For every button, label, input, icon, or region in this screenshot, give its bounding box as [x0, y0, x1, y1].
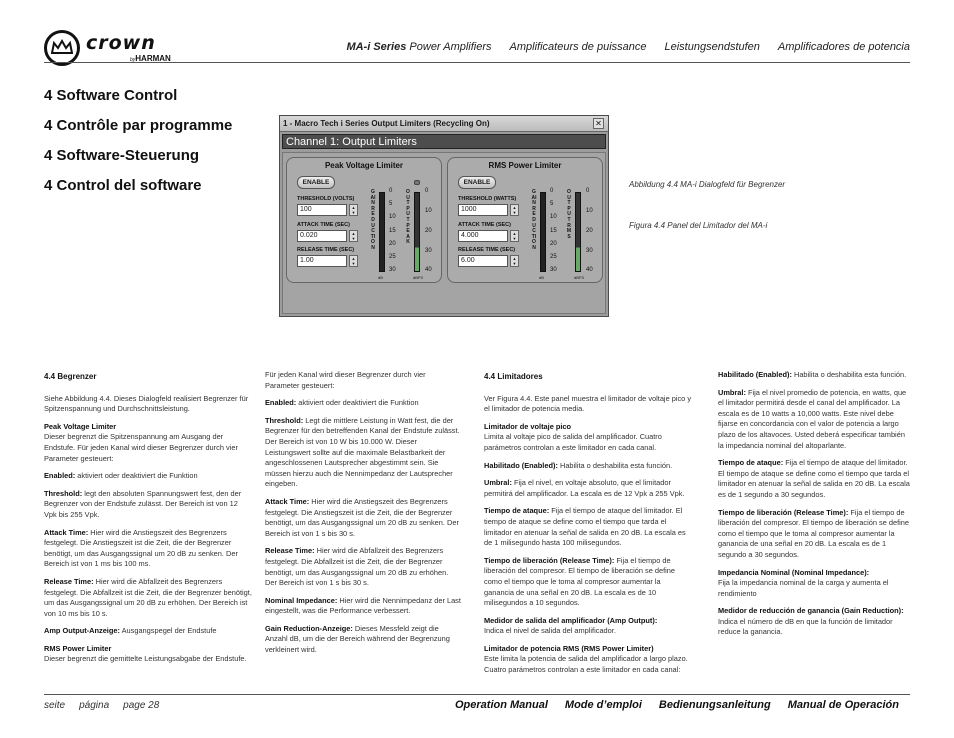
- output-peak-scale: 0 10 20 30 40: [425, 188, 432, 273]
- crown-logo: [44, 30, 194, 70]
- paragraph: Attack Time: Hier wird die Anstiegszeit des Begrenzers festgelegt. Die Anstiegszeit ist die Zeit, die der Begrenzer benötigt, um das Ausgangssignal um 20 dB zu senken. Der Bereich ist von 1 s bis 30 s.: [265, 496, 459, 538]
- title-fr: 4 Contrôle par programme: [44, 117, 233, 134]
- paragraph: Umbral: Fija el nivel promedio de potencia, en watts, que el limitador permitirá desde el canal del amplificador. La escala es de 10 watts a 10,000 watts. Este nivel debe fijarse en concordancia con el valor de potencia a largo plazo de los altavoces. Usted deberá especificar también la impedancia nominal del altoparlante.: [718, 387, 907, 450]
- column-es-2: [718, 370, 910, 645]
- rms-power-panel: [447, 157, 603, 283]
- threshold-label: THRESHOLD (VOLTS): [297, 196, 355, 202]
- paragraph: Gain Reduction-Anzeige: Dieses Messfeld zeigt die Anzahl dB, um die der Bereich während der Begrenzung verkleinert wird.: [265, 623, 450, 655]
- header-title-fr: Amplificateurs de puissance: [509, 41, 647, 53]
- paragraph: Medidor de salida del amplificador (Amp Output): Indica el nivel de salida del amplificador.: [484, 615, 658, 636]
- footer-divider: [44, 694, 910, 695]
- attack-label: ATTACK TIME (SEC): [297, 222, 350, 228]
- output-peak-label: OUTPUT PEAK: [406, 189, 410, 246]
- paragraph: Tiempo de ataque: Fija el tiempo de ataque del limitador. El tiempo de ataque se define como el tiempo que tarda el limitador en atenuar la señal de salida en 20 dB. La escala es de 1 milisegundo hasta 100 milisegundos.: [484, 506, 686, 548]
- title-de: 4 Software-Steuerung: [44, 147, 200, 164]
- paragraph: Peak Voltage Limiter Dieser begrenzt die Spitzenspannung am Ausgang der Endstufe. Für jeden Kanal wird dieser Begrenzer durch vier Parameter gesteuert:: [44, 421, 238, 463]
- release-field[interactable]: 1.00: [297, 255, 347, 267]
- output-scale-unit: dBFS: [413, 275, 424, 280]
- paragraph: Release Time: Hier wird die Abfallzeit des Begrenzers festgelegt. Die Abfallzeit ist die Zeit, die der Begrenzer benötigt, um das Ausgangssignal um 20 dB zu erhöhen. Der Bereich ist von 10 ms bis 10 s.: [44, 576, 252, 618]
- paragraph: Tiempo de ataque: Fija el tiempo de ataque del limitador. El tiempo de ataque se define como el tiempo que tarda el limitador en atenuar la señal de salida en 20 dB. La escala es de 1 segundo a 30 segundos.: [718, 458, 910, 499]
- clip-led: [414, 180, 420, 185]
- section-titles: [44, 86, 264, 206]
- paragraph: Impedancia Nominal (Nominal Impedance): Fija la impedancia nominal de la carga y aumenta el rendimiento: [718, 567, 889, 598]
- paragraph: Für jeden Kanal wird dieser Begrenzer durch vier Parameter gesteuert:: [265, 370, 426, 390]
- threshold-spinner[interactable]: ▲ ▼: [510, 204, 519, 216]
- paragraph: Tiempo de liberación (Release Time): Fija el tiempo de liberación del compresor. El tiempo de liberación se define como el tiempo que le toma al compresor aumentar la ganancia de una señal en 20 dB. La escala es de 10 milisegundos a 10 segundos.: [484, 555, 676, 608]
- attack-spinner[interactable]: ▲ ▼: [349, 230, 358, 242]
- output-peak-meter: [414, 192, 420, 272]
- gain-reduction-label: GAIN REDUCTION: [370, 189, 376, 251]
- manual-title-de: Bedienungsanleitung: [658, 699, 771, 711]
- peak-voltage-panel: [286, 157, 442, 283]
- threshold-label: THRESHOLD (WATTS): [458, 196, 517, 202]
- attack-field[interactable]: 4.000: [458, 230, 508, 242]
- page-label-en: page 28: [123, 700, 160, 711]
- attack-spinner[interactable]: ▲ ▼: [510, 230, 519, 242]
- gain-reduction-label: GAIN REDUCTION: [531, 189, 537, 251]
- panel-title: Peak Voltage Limiter: [324, 161, 404, 170]
- close-icon[interactable]: ✕: [593, 118, 604, 129]
- threshold-spinner[interactable]: ▲ ▼: [349, 204, 358, 216]
- page-label-de: seite: [44, 700, 66, 711]
- gain-reduction-scale: 0 5 10 15 20 25 30: [550, 188, 557, 273]
- page-number: [44, 700, 159, 711]
- manual-title-fr: Mode d’emploi: [564, 699, 642, 711]
- paragraph: Threshold: legt den absoluten Spannungswert fest, den der Begrenzer von der Endstufe zulässt. Der Bereich ist von 12 Vpk bis 255 Vpk.: [44, 488, 242, 519]
- threshold-field[interactable]: 1000: [458, 204, 508, 216]
- enable-button[interactable]: ENABLE: [297, 176, 335, 189]
- panel-title: RMS Power Limiter: [488, 161, 562, 170]
- crown-icon: [44, 30, 80, 66]
- attack-field[interactable]: 0.020: [297, 230, 347, 242]
- header-title-es: Amplificadores de potencia: [777, 41, 910, 53]
- channel-title: Channel 1: Output Limiters: [282, 134, 606, 149]
- attack-label: ATTACK TIME (SEC): [458, 222, 511, 228]
- manual-title-es: Manual de Operación: [787, 699, 899, 711]
- release-spinner[interactable]: ▲ ▼: [349, 255, 358, 267]
- dialog-client: [282, 152, 606, 314]
- output-rms-scale: 0 10 20 30 40: [586, 188, 593, 273]
- paragraph: Threshold: Legt die mittlere Leistung in Watt fest, die der Begrenzer für den betreffenden Kanal der Endstufe zulässt. Der Bereich ist von 10 W bis 10.000 W. Dieser Leistungswert sollte auf die maximale Belastbarkeit der angeschlossenen Lautsprecher abgestimmt sein. Sie müssen hierzu auch die Nennimpedanz der Lautsprecher eingeben.: [265, 415, 460, 489]
- paragraph: Nominal Impedance: Hier wird die Nennimpedanz der Last eingestellt, was die Performance verbessert.: [265, 595, 461, 616]
- gain-scale-unit: dB: [539, 275, 544, 280]
- section-heading: 4.4 Limitadores: [484, 372, 543, 381]
- paragraph: Enabled: aktiviert oder deaktiviert die Funktion: [265, 398, 419, 408]
- header-nav: [346, 41, 910, 53]
- figure-caption-de: Abbildung 4.4 MA-i Dialogfeld für Begrenzer: [629, 180, 786, 189]
- header-title-en: MA-i Series Power Amplifiers: [346, 41, 492, 53]
- output-scale-unit: dBFS: [574, 275, 585, 280]
- gain-scale-unit: dB: [378, 275, 383, 280]
- dialog-title: 1 - Macro Tech i Series Output Limiters (Recycling On): [280, 116, 608, 132]
- paragraph: Enabled: aktiviert oder deaktiviert die Funktion: [44, 471, 198, 481]
- brand-wordmark: crown: [86, 32, 156, 54]
- release-field[interactable]: 6.00: [458, 255, 508, 267]
- release-label: RELEASE TIME (SEC): [458, 247, 516, 253]
- paragraph: Umbral: Fija el nivel, en voltaje absoluto, que el limitador permitirá del amplificador. La escala es de 12 Vpk a 255 Vpk.: [484, 478, 685, 498]
- manual-titles: [455, 699, 899, 711]
- paragraph: Attack Time: Hier wird die Anstiegszeit des Begrenzers festgelegt. Die Anstiegszeit ist die Zeit, die der Begrenzer benötigt, um das Ausgangssignal um 20 dB zu senken. Der Bereich ist von 1 ms bis 100 ms.: [44, 527, 238, 569]
- threshold-field[interactable]: 100: [297, 204, 347, 216]
- page-label-es: página: [79, 700, 110, 711]
- column-es-1: [484, 372, 692, 683]
- gain-reduction-meter: [379, 192, 385, 272]
- paragraph: Habilitado (Enabled): Habilita o deshabilita esta función.: [484, 460, 673, 470]
- gain-reduction-meter: [540, 192, 546, 272]
- paragraph: RMS Power Limiter Dieser begrenzt die gemittelte Leistungsabgabe der Endstufe.: [44, 643, 247, 664]
- release-label: RELEASE TIME (SEC): [297, 247, 355, 253]
- paragraph: Habilitado (Enabled): Habilita o deshabilita esta función.: [718, 370, 907, 379]
- output-rms-meter: [575, 192, 581, 272]
- manual-title-en: Operation Manual: [455, 699, 548, 711]
- section-heading: 4.4 Begrenzer: [44, 372, 97, 381]
- paragraph: Release Time: Hier wird die Abfallzeit des Begrenzers festgelegt. Die Abfallzeit ist die Zeit, die der Begrenzer benötigt, um das Ausgangssignal um 20 dB zu erhöhen. Der Bereich ist von 1 s bis 30 s.: [265, 546, 449, 588]
- output-rms-label: OUTPUT RMS: [566, 189, 572, 240]
- paragraph: Medidor de reducción de ganancia (Gain Reduction): Indica el número de dB en que la función de limitador reduce la ganancia.: [718, 606, 904, 637]
- title-es: 4 Control del software: [44, 177, 202, 194]
- header-divider: [44, 62, 910, 63]
- paragraph: Limitador de voltaje pico Limita al voltaje pico de salida del amplificador. Cuatro parámetros controlan a este limitador en cada canal.: [484, 421, 662, 452]
- paragraph: Ver Figura 4.4. Este panel muestra el limitador de voltaje pico y el limitador de potencia media.: [484, 393, 692, 414]
- enable-button[interactable]: ENABLE: [458, 176, 496, 189]
- column-de-2: [265, 370, 461, 663]
- paragraph: Siehe Abbildung 4.4. Dieses Dialogfeld realisiert Begrenzer für Spitzenspannung und Durchschnittsleistung.: [44, 393, 249, 414]
- brand-sub: byHARMAN: [130, 54, 171, 63]
- gain-reduction-scale: 0 5 10 15 20 25 30: [389, 188, 396, 273]
- column-de-1: [44, 372, 252, 672]
- title-en: 4 Software Control: [44, 87, 178, 104]
- paragraph: Limitador de potencia RMS (RMS Power Limiter) Este limita la potencia de salida del amplificador a largo plazo. Cuatro parámetros controlan a este limitador en cada canal:: [484, 643, 688, 675]
- paragraph: Amp Output-Anzeige: Ausgangspegel der Endstufe: [44, 626, 217, 636]
- paragraph: Tiempo de liberación (Release Time): Fija el tiempo de liberación del compresor. El tiempo de liberación se define como el tiempo que le toma al compresor aumentar la ganancia de una señal en 20 dB. La escala es de 1 segundo a 30 segundos.: [718, 507, 910, 559]
- header-title-de: Leistungsendstufen: [664, 41, 760, 53]
- figure-caption-es: Figura 4.4 Panel del Limitador del MA-i: [629, 221, 768, 230]
- release-spinner[interactable]: ▲ ▼: [510, 255, 519, 267]
- limiter-dialog: [279, 115, 609, 317]
